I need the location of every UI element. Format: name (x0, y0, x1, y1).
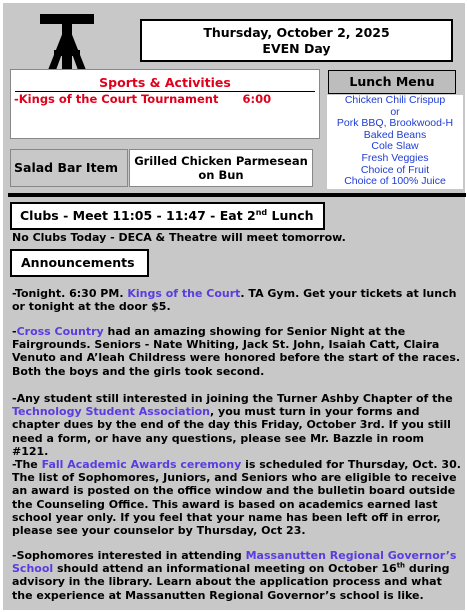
school-logo (40, 14, 94, 70)
lunch-menu-list (327, 95, 463, 189)
announcement-text: . TA Gym. Get your tickets at lunch or tonight at the door $5. (12, 287, 457, 314)
sports-item: -Kings of the Court Tournament 6:00 (14, 92, 272, 106)
announcement-text: - (12, 325, 17, 338)
announcements-heading: Announcements (10, 249, 149, 277)
clubs-note: No Clubs Today - DECA & Theatre will meet tomorrow. (12, 231, 346, 244)
clubs-heading-sup: nd (255, 207, 268, 217)
announcement-text: -Sophomores interested in attending (12, 549, 246, 562)
fall-academic-awards-link[interactable]: Fall Academic Awards ceremony (41, 458, 242, 471)
announcement-text: -The (12, 458, 42, 471)
announcement-text: is scheduled for Thursday, Oct. 30. The list of Sophomores, Juniors, and Seniors who are eligible to receive an award is posted on the office window and the bulletin board outside the Counseling Office. This award is based on academics earned last school year only. If you feel that your name has been left off in error, please see your counselor by Thursday, Oct 23. (12, 458, 461, 538)
sports-title: Sports & Activities (99, 75, 231, 90)
lunch-item: Choice of Fruit (360, 163, 430, 176)
announcement-item (12, 549, 462, 602)
salad-item-line2: on Bun (198, 168, 244, 182)
announcement-item (12, 325, 462, 378)
announcement-item (12, 392, 462, 458)
governors-school-link[interactable]: Massanutten Regional Governor’s School (12, 549, 457, 576)
announcement-text: should attend an informational meeting on October 16 (53, 562, 397, 576)
lunch-item: Chicken Chili Crispup (344, 94, 446, 106)
announcement-sup: th (396, 561, 406, 570)
announcement-text: -Any student still interested in joining the Turner Ashby Chapter of the (12, 392, 453, 405)
salad-item-line1: Grilled Chicken Parmesean (134, 154, 308, 168)
newsletter-page (3, 3, 465, 610)
lunch-item: Choice of 100% Juice (344, 175, 446, 188)
announcement-text: had an amazing showing for Senior Night at the Fairgrounds. Seniors - Nate Whiting, Jack St. John, Isaiah Catt, Claira Venuto and A’leah Childress were honored before the start of the races. Both the boys and the girls took second. (12, 325, 461, 378)
kings-of-the-court-link[interactable]: Kings of the Court (127, 287, 241, 300)
clubs-heading-text: Clubs - Meet 11:05 - 11:47 - Eat 2 (20, 208, 256, 223)
lunch-item: Cole Slaw (371, 140, 419, 153)
tsa-link[interactable]: Technology Student Association (12, 405, 211, 419)
salad-bar-label: Salad Bar Item (10, 149, 128, 187)
clubs-heading (10, 202, 325, 230)
announcement-text: , you must turn in your forms and chapter dues by the end of the day this Friday, October 3rd. If you still need a form, or have any questions, please see Mr. Bazzle in room #121. (12, 405, 451, 458)
announcement-text: during advisory in the library. Learn about the application process and what the experience at Massanutten Regional Governor’s school is like. (12, 562, 450, 602)
cross-country-link[interactable]: Cross Country (16, 325, 104, 338)
sports-activities-box (10, 69, 320, 139)
day-type-text: EVEN Day (262, 41, 331, 56)
date-text: Thursday, October 2, 2025 (203, 25, 390, 40)
announcement-item (12, 458, 462, 537)
clubs-heading-tail: Lunch (267, 208, 314, 223)
announcement-item (12, 287, 462, 313)
salad-bar-item (129, 149, 313, 187)
lunch-item: Pork BBQ, Brookwood-H (336, 117, 454, 130)
section-divider (8, 193, 466, 197)
lunch-item: or (390, 105, 400, 118)
lunch-item: Fresh Veggies (361, 151, 429, 164)
announcement-text: -Tonight. 6:30 PM. (12, 287, 128, 300)
lunch-item: Baked Beans (363, 128, 427, 141)
date-box (140, 19, 453, 62)
lunch-menu-title: Lunch Menu (328, 70, 456, 94)
